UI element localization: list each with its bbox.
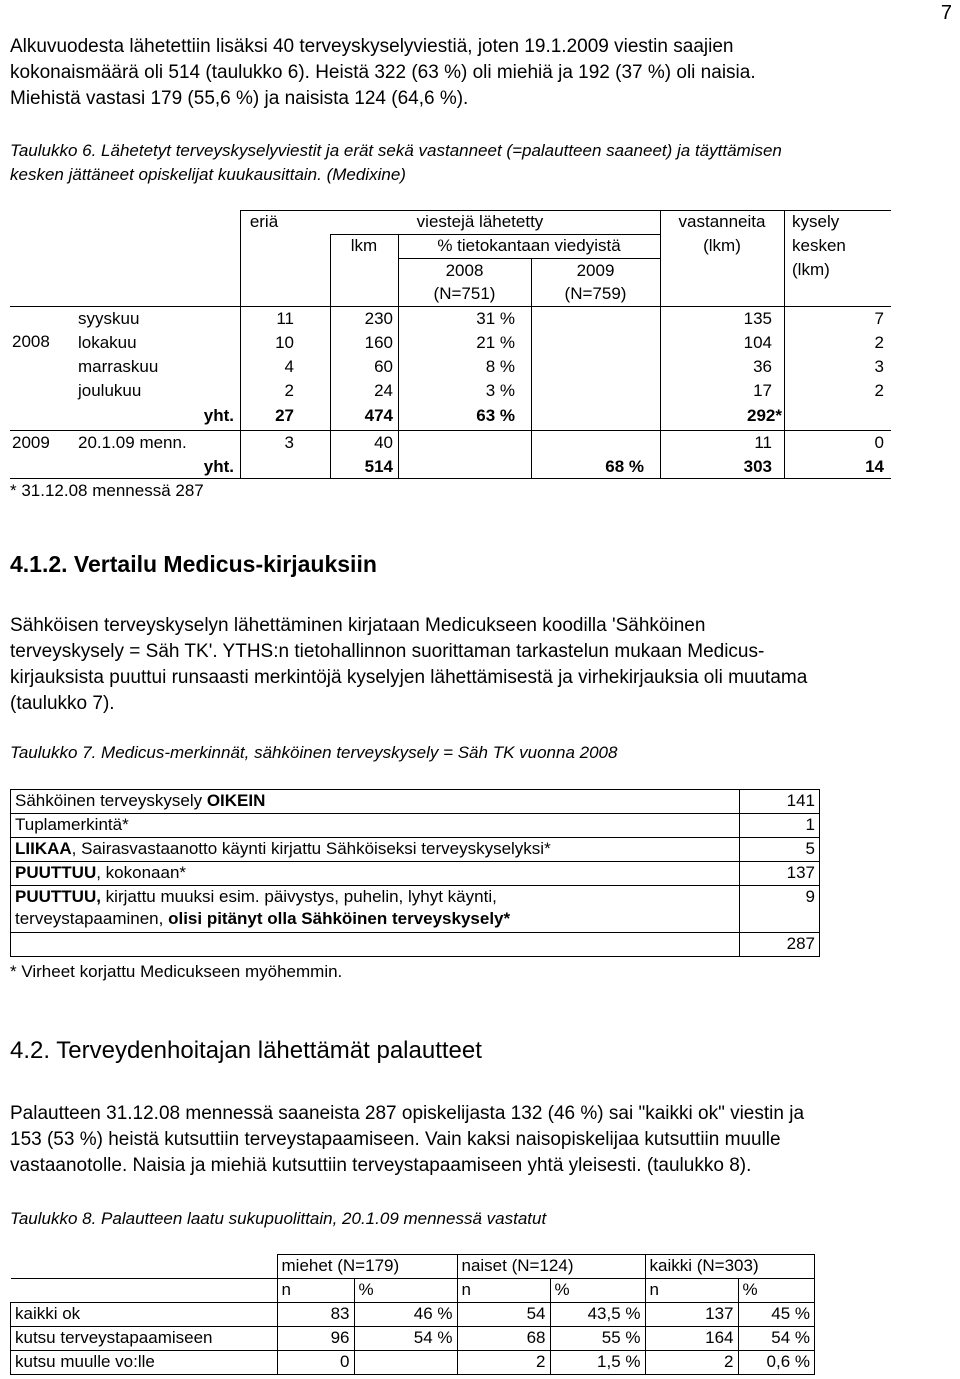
paragraph-line: vastaanotolle. Naisia ja miehiä kutsuttiin terveystapaamiseen yhtä yleisesti. (taulukko 8). <box>10 1155 752 1176</box>
row-vastanneita: 292* <box>747 406 782 425</box>
row-eria: 3 <box>284 433 294 452</box>
table7-caption: Taulukko 7. Medicus-merkinnät, sähköinen terveyskysely = Säh TK vuonna 2008 <box>10 743 618 762</box>
table-cell: 1 <box>740 814 820 838</box>
row-eria: 10 <box>275 333 294 352</box>
header-2009: 2009 <box>576 261 615 280</box>
table-rule <box>10 306 891 307</box>
table-cell: 0 <box>277 1351 354 1375</box>
table-cell: Tuplamerkintä* <box>11 814 740 838</box>
paragraph-line: (taulukko 7). <box>10 693 115 714</box>
header-viesteja: viestejä lähetetty <box>416 212 544 231</box>
sub-header: % <box>354 1279 457 1303</box>
table-cell <box>11 1255 278 1279</box>
table-cell: 55 % <box>550 1327 645 1351</box>
section-412-paragraph <box>10 613 807 717</box>
table-row <box>11 1279 815 1303</box>
table-cell: 141 <box>740 790 820 814</box>
sub-header: % <box>738 1279 815 1303</box>
table-rule <box>784 210 785 478</box>
row-kesken: 2 <box>874 333 884 352</box>
intro-line: Alkuvuodesta lähetettiin lisäksi 40 terveyskyselyviestiä, joten 19.1.2009 viestin saajien <box>10 36 734 57</box>
table-cell: 43,5 % <box>550 1303 645 1327</box>
row-kesken: 3 <box>874 357 884 376</box>
table6-caption-line: Taulukko 6. Lähetetyt terveyskyselyviestit ja erät sekä vastanneet (=palautteen saaneet) ja täyttämisen <box>10 141 782 160</box>
table-8 <box>10 1254 815 1375</box>
paragraph-line: Sähköisen terveyskyselyn lähettäminen kirjataan Medicukseen koodilla 'Sähköinen <box>10 615 706 636</box>
row-vastanneita: 303 <box>743 457 772 476</box>
sub-header: n <box>645 1279 738 1303</box>
header-n2009: (N=759) <box>564 284 627 303</box>
table6-caption-line: kesken jättäneet opiskelijat kuukausittain. (Medixine) <box>10 165 406 184</box>
row-month: 20.1.09 menn. <box>78 433 187 452</box>
table-rule <box>240 210 241 478</box>
header-lkm: lkm <box>350 236 378 255</box>
table-cell: 2 <box>645 1351 738 1375</box>
row-label: kutsu muulle vo:lle <box>11 1351 278 1375</box>
table-cell: 45 % <box>738 1303 815 1327</box>
header-vastanneita: vastanneita <box>678 212 766 231</box>
row-lkm: 514 <box>364 457 393 476</box>
paragraph-line: 153 (53 %) heistä kutsuttiin terveystapaamiseen. Vain kaksi naisopiskelijaa kutsuttiin muulle <box>10 1129 781 1150</box>
row-pct2008: 31 % <box>476 309 515 328</box>
row-eria: 4 <box>284 357 294 376</box>
table-rule <box>330 234 660 235</box>
table-cell: 54 <box>457 1303 550 1327</box>
row-total-label: yht. <box>203 406 234 425</box>
table-cell: 137 <box>645 1303 738 1327</box>
table-row <box>11 790 820 814</box>
row-lkm: 160 <box>364 333 393 352</box>
paragraph-line: kirjauksista puuttui runsaasti merkintöjä kyselyjen lähettämisestä ja virhekirjauksia oli muutama <box>10 667 808 688</box>
table-row <box>11 1303 815 1327</box>
table-cell: Sähköinen terveyskysely OIKEIN <box>11 790 740 814</box>
row-eria: 2 <box>284 381 294 400</box>
row-month: marraskuu <box>78 357 159 376</box>
header-kysely-lkm: (lkm) <box>792 260 830 279</box>
header-eria: eriä <box>249 212 279 231</box>
row-kesken: 0 <box>874 433 884 452</box>
header-n2008: (N=751) <box>433 284 496 303</box>
paragraph-line: Palautteen 31.12.08 mennessä saaneista 287 opiskelijasta 132 (46 %) sai "kaikki ok" viestin ja <box>10 1103 805 1124</box>
row-lkm: 230 <box>364 309 393 328</box>
row-vastanneita: 11 <box>754 433 772 452</box>
row-lkm: 60 <box>374 357 393 376</box>
table-cell: 46 % <box>354 1303 457 1327</box>
intro-line: Miehistä vastasi 179 (55,6 %) ja naisista 124 (64,6 %). <box>10 88 469 109</box>
year-2009-label: 2009 <box>12 433 50 452</box>
table-row <box>11 933 820 957</box>
table-cell: 9 <box>740 886 820 933</box>
row-pct2008: 3 % <box>485 381 515 400</box>
section-heading-4-1-2: 4.1.2. Vertailu Medicus-kirjauksiin <box>10 551 377 577</box>
sub-header: % <box>550 1279 645 1303</box>
table-cell: 54 % <box>738 1327 815 1351</box>
header-2008: 2008 <box>445 261 484 280</box>
header-vastanneita-lkm: (lkm) <box>703 236 741 255</box>
table-7 <box>10 789 820 957</box>
table-rule <box>330 234 331 478</box>
table-row <box>11 862 820 886</box>
row-month: syyskuu <box>78 309 140 328</box>
sub-header: n <box>277 1279 354 1303</box>
group-header: naiset (N=124) <box>457 1255 645 1279</box>
page-number: 7 <box>940 2 952 24</box>
table-cell: 164 <box>645 1327 738 1351</box>
row-vastanneita: 135 <box>743 309 772 328</box>
table-row <box>11 838 820 862</box>
row-lkm: 40 <box>374 433 393 452</box>
row-month: joulukuu <box>78 381 142 400</box>
row-pct2008: 21 % <box>476 333 515 352</box>
row-pct2008: 63 % <box>476 406 515 425</box>
table-row <box>11 1351 815 1375</box>
table-cell: 2 <box>457 1351 550 1375</box>
table-cell: 1,5 % <box>550 1351 645 1375</box>
row-pct2009: 68 % <box>605 457 644 476</box>
table-cell: 96 <box>277 1327 354 1351</box>
group-header: miehet (N=179) <box>277 1255 457 1279</box>
row-vastanneita: 17 <box>753 381 772 400</box>
table-cell: LIIKAA, Sairasvastaanotto käynti kirjattu Sähköiseksi terveyskyselyksi* <box>11 838 740 862</box>
group-header: kaikki (N=303) <box>645 1255 815 1279</box>
row-eria: 11 <box>276 309 294 328</box>
row-eria: 27 <box>275 406 294 425</box>
row-lkm: 24 <box>374 381 393 400</box>
row-pct2008: 8 % <box>485 357 515 376</box>
table-rule <box>10 430 891 431</box>
table7-footnote: * Virheet korjattu Medicukseen myöhemmin. <box>10 962 343 981</box>
header-kysely: kysely <box>792 212 840 231</box>
row-vastanneita: 36 <box>753 357 772 376</box>
row-vastanneita: 104 <box>743 333 772 352</box>
table6-footnote: * 31.12.08 mennessä 287 <box>10 481 204 500</box>
table-rule <box>398 258 660 259</box>
table-row <box>11 814 820 838</box>
row-lkm: 474 <box>364 406 393 425</box>
table-total: 287 <box>740 933 820 957</box>
table-row <box>11 1327 815 1351</box>
row-label: kaikki ok <box>11 1303 278 1327</box>
table-cell: PUUTTUU, kokonaan* <box>11 862 740 886</box>
table-cell: 5 <box>740 838 820 862</box>
intro-line: kokonaismäärä oli 514 (taulukko 6). Heistä 322 (63 %) oli miehiä ja 192 (37 %) oli naisia. <box>10 62 756 83</box>
intro-paragraph <box>10 34 756 112</box>
table-rule <box>10 478 891 479</box>
table-cell: PUUTTUU, kirjattu muuksi esim. päivystys, puhelin, lyhyt käynti, terveystapaaminen, olisi pitänyt olla Sähköinen terveyskysely* <box>11 886 740 933</box>
header-kesken: kesken <box>792 236 846 255</box>
table-cell <box>11 933 740 957</box>
table-row <box>11 1255 815 1279</box>
section-42-paragraph <box>10 1101 804 1179</box>
table-cell: 83 <box>277 1303 354 1327</box>
table-cell: 54 % <box>354 1327 457 1351</box>
row-kesken: 7 <box>874 309 884 328</box>
year-2008-label: 2008 <box>12 332 50 351</box>
table-cell <box>354 1351 457 1375</box>
table-rule <box>240 210 891 211</box>
table-cell: 0,6 % <box>738 1351 815 1375</box>
table8-caption: Taulukko 8. Palautteen laatu sukupuolittain, 20.1.09 mennessä vastatut <box>10 1209 547 1228</box>
table-row <box>11 886 820 933</box>
row-kesken: 2 <box>874 381 884 400</box>
row-kesken: 14 <box>865 457 884 476</box>
paragraph-line: terveyskysely = Säh TK'. YTHS:n tietohallinnon suorittaman tarkastelun mukaan Medicus- <box>10 641 765 662</box>
row-total-label: yht. <box>203 457 234 476</box>
row-label: kutsu terveystapaamiseen <box>11 1327 278 1351</box>
sub-header: n <box>457 1279 550 1303</box>
row-month: lokakuu <box>78 333 137 352</box>
table-cell: 68 <box>457 1327 550 1351</box>
header-pct: % tietokantaan viedyistä <box>437 236 621 255</box>
table-cell: 137 <box>740 862 820 886</box>
section-heading-4-2: 4.2. Terveydenhoitajan lähettämät palautteet <box>10 1037 482 1064</box>
table-cell <box>11 1279 278 1303</box>
table6-caption <box>10 139 782 187</box>
